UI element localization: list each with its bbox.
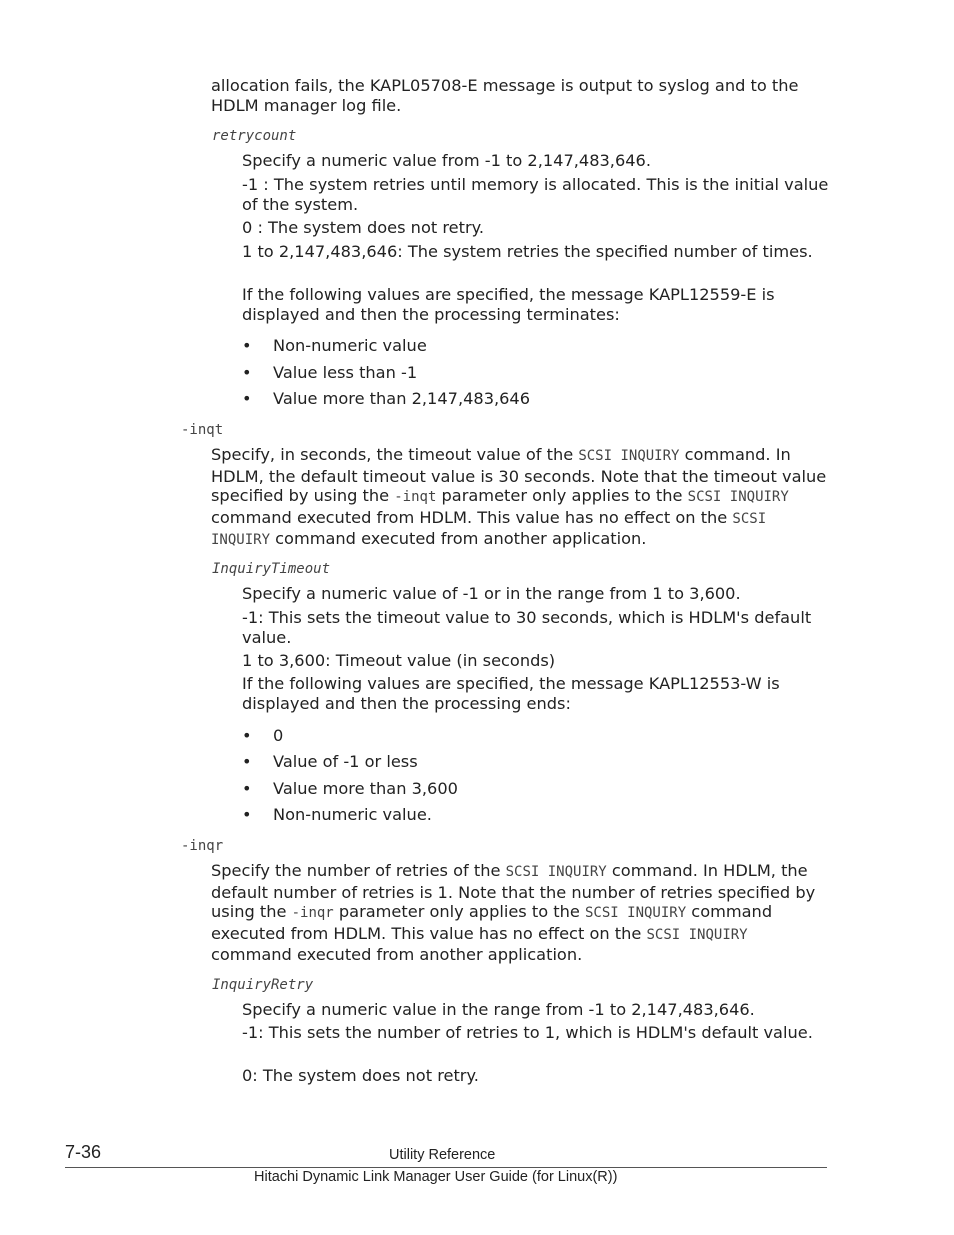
retrycount-positive: 1 to 2,147,483,646: The system retries the specified number of times. [242,242,813,261]
bullet-icon: • [242,389,252,408]
option-inqr: -inqr [181,838,224,854]
param-inquiry-retry: InquiryRetry [212,977,314,993]
bullet-icon: • [242,752,252,771]
retrycount-minus-one: -1 : The system retries until memory is allocated. This is the initial value of the system. [242,175,829,214]
intro-paragraph: allocation fails, the KAPL05708-E message is output to syslog and to the HDLM manager log file. [211,76,799,115]
inqr-minus-one: -1: This sets the number of retries to 1, which is HDLM's default value. [242,1023,813,1042]
inqt-timeout-range: 1 to 3,600: Timeout value (in seconds) [242,651,556,670]
inqr-range: Specify a numeric value in the range from -1 to 2,147,483,646. [242,1000,755,1019]
bullet-icon: • [242,726,252,745]
inqr-zero: 0: The system does not retry. [242,1066,479,1085]
footer-divider [65,1167,827,1168]
param-inquiry-timeout: InquiryTimeout [212,561,331,577]
bullet-icon: • [242,805,252,824]
inqt-minus-one: -1: This sets the timeout value to 30 seconds, which is HDLM's default value. [242,608,812,647]
inqr-description: Specify the number of retries of the SCSI INQUIRY command. In HDLM, the default number of retries is 1. Note that the number of retries specified by using the -inqr parameter only applies to the SCSI INQUIRY command executed from HDLM. This value has no effect on the SCSI INQUIRY command executed from another application. [211,861,816,965]
retrycount-range: Specify a numeric value from -1 to 2,147,483,646. [242,151,651,170]
bullet-icon: • [242,336,252,355]
footer-book-title: Hitachi Dynamic Link Manager User Guide (for Linux(R)) [254,1169,618,1185]
manual-page: allocation fails, the KAPL05708-E message is output to syslog and to the HDLM manager log file. retrycount Specify a numeric value from -1 to 2,147,483,646. -1 : The system retries until memory is allocated. This is the initial value of the system. 0 : The system does not retry. 1 to 2,147,483,646: The system retries the specified number of times. If the following values are specified, the message KAPL12559-E is displayed and then the processing terminates: • Non-numeric value • Value less than -1 • Value more than 2,147,483,646 -inqt Specify, in seconds, the timeout value of the SCSI INQUIRY command. In HDLM, the default timeout value is 30 seconds. Note that the timeout value specified by using the -inqt parameter only applies to the SCSI INQUIRY command executed from HDLM. This value has no effect on the SCSI INQUIRY command executed from another application. InquiryTimeout Specify a numeric value of -1 or in the range from 1 to 3,600. -1: This sets the timeout value to 30 seconds, which is HDLM's default value. 1 to 3,600: Timeout value (in seconds) If the following values are specified, the message KAPL12553-W is displayed and then the processing ends: • 0 • Value of -1 or less • Value more than 3,600 • Non-numeric value. -inqr Specify the number of retries of the SCSI INQUIRY command. In HDLM, the default number of retries is 1. Note that the number of retries specified by using the -inqr parameter only applies to the SCSI INQUIRY command executed from HDLM. This value has no effect on the SCSI INQUIRY command executed from another application. InquiryRetry Specify a numeric value in the range from -1 to 2,147,483,646. -1: This sets the number of retries to 1, which is HDLM's default value. 0: The system does not retry. 7-36 Utility Reference Hitachi Dynamic Link Manager User Guide (for Linux(R)) [0,0,954,1235]
bullet-icon: • [242,363,252,382]
bullet-icon: • [242,779,252,798]
retrycount-error: If the following values are specified, the message KAPL12559-E is displayed and then the processing terminates: [242,285,775,324]
inqt-range: Specify a numeric value of -1 or in the range from 1 to 3,600. [242,584,741,603]
inqt-error: If the following values are specified, the message KAPL12553-W is displayed and then the processing ends: [242,674,780,713]
footer-section-title: Utility Reference [389,1147,496,1163]
inqt-description: Specify, in seconds, the timeout value of the SCSI INQUIRY command. In HDLM, the default timeout value is 30 seconds. Note that the timeout value specified by using the -inqt parameter only applies to the SCSI INQUIRY command executed from HDLM. This value has no effect on the SCSI INQUIRY command executed from another application. [211,445,827,549]
option-inqt: -inqt [181,422,224,438]
param-retrycount: retrycount [212,128,297,144]
page-number: 7-36 [65,1142,102,1162]
retrycount-zero: 0 : The system does not retry. [242,218,485,237]
